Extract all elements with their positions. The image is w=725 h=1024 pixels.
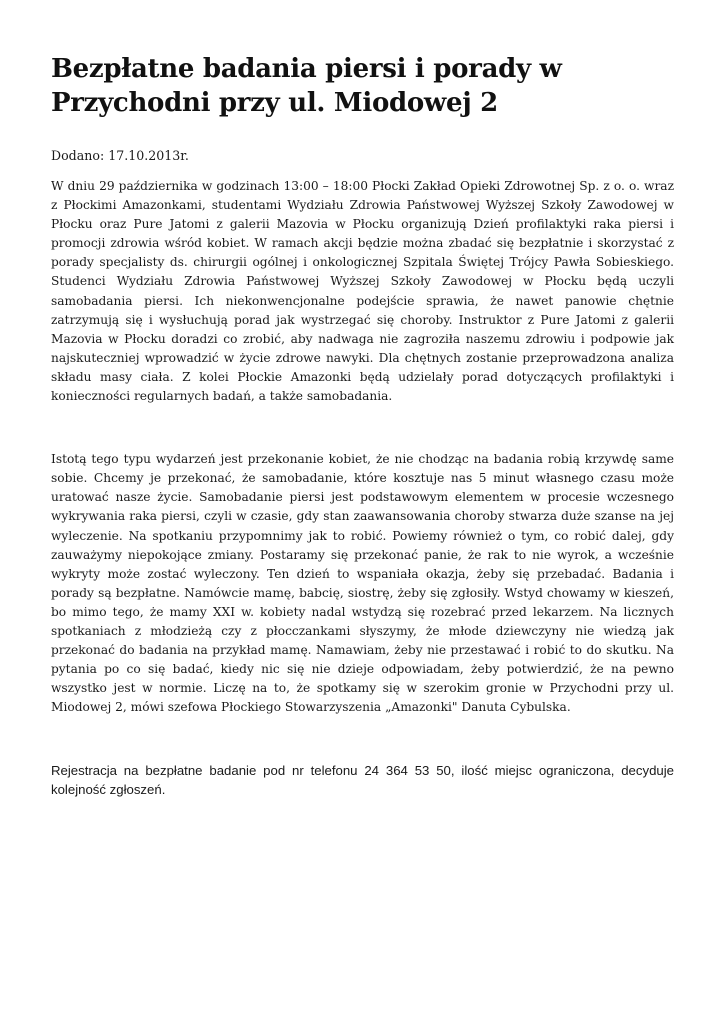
publish-date: Dodano: 17.10.2013r. xyxy=(51,148,189,163)
article xyxy=(51,52,674,813)
page-title: Bezpłatne badania piersi i porady w Przychodni przy ul. Miodowej 2 xyxy=(51,54,562,118)
article-paragraph-2: Istotą tego typu wydarzeń jest przekonanie kobiet, że nie chodząc na badania robią krzywdę same sobie. Chcemy je przekonać, że samobadanie, które kosztuje nas 5 minut własnego czasu może uratować nasze życie. Samobadanie piersi jest podstawowym elementem w procesie wczesnego wykrywania raka piersi, czyli w czasie, gdy stan zaawansowania choroby stwarza duże szanse na jej wyleczenie. Na spotkaniu przypomnimy jak to robić. Powiemy również o tym, co robić dalej, gdy zauważymy niepokojące zmiany. Postaramy się przekonać panie, że rak to nie wyrok, a wcześnie wykryty może zostać wyleczony. Ten dzień to wspaniała okazja, żeby się przebadać. Badania i porady są bezpłatne. Namówcie mamę, babcię, siostrę, żeby się zgłosiły. Wstyd chowamy w kieszeń, bo mimo tego, że mamy XXI w. kobiety nadal wstydzą się rozebrać przed lekarzem. Na licznych spotkaniach z młodzieżą czy z płocczankami słyszymy, że młode dziewczyny nie wiedzą jak przekonać do badania na przykład mamę. Namawiam, żeby nie przestawać i robić to do skutku. Na pytania po co się badać, kiedy nic się nie dzieje odpowiadam, żeby potwierdzić, że na pewno wszystko jest w normie. Liczę na to, że spotkamy się w szerokim gronie w Przychodni przy ul. Miodowej 2, mówi szefowa Płockiego Stowarzyszenia „Amazonki" Danuta Cybulska. xyxy=(51,452,674,715)
article-paragraph-1: W dniu 29 października w godzinach 13:00 – 18:00 Płocki Zakład Opieki Zdrowotnej Sp. z o. o. wraz z Płockimi Amazonkami, studentami Wydziału Zdrowia Państwowej Wyższej Szkoły Zawodowej w Płocku oraz Pure Jatomi z galerii Mazovia w Płocku organizują Dzień profilaktyki raka piersi i promocji zdrowia wśród kobiet. W ramach akcji będzie można zbadać się bezpłatnie i skorzystać z porady specjalisty ds. chirurgii ogólnej i onkologicznej Szpitala Świętej Trójcy Pawła Sobieskiego. Studenci Wydziału Zdrowia Państwowej Wyższej Szkoły Zawodowej w Płocku będą uczyli samobadania piersi. Ich niekonwencjonalne podejście sprawia, że nawet panowie chętnie zatrzymują się i wysłuchują porad jak wystrzegać się choroby. Instruktor z Pure Jatomi z galerii Mazovia w Płocku doradzi co zrobić, aby nadwaga nie zagroziła naszemu zdrowiu i podpowie jak najskuteczniej wprowadzić w życie zdrowe nawyki. Dla chętnych zostanie przeprowadzona analiza składu masy ciała. Z kolei Płockie Amazonki będą udzielały porad dotyczących profilaktyki i konieczności regularnych badań, a także samobadania. xyxy=(51,179,674,404)
registration-note: Rejestracja na bezpłatne badanie pod nr telefonu 24 364 53 50, ilość miejsc ograniczona, decyduje kolejność zgłoszeń. xyxy=(51,763,674,798)
